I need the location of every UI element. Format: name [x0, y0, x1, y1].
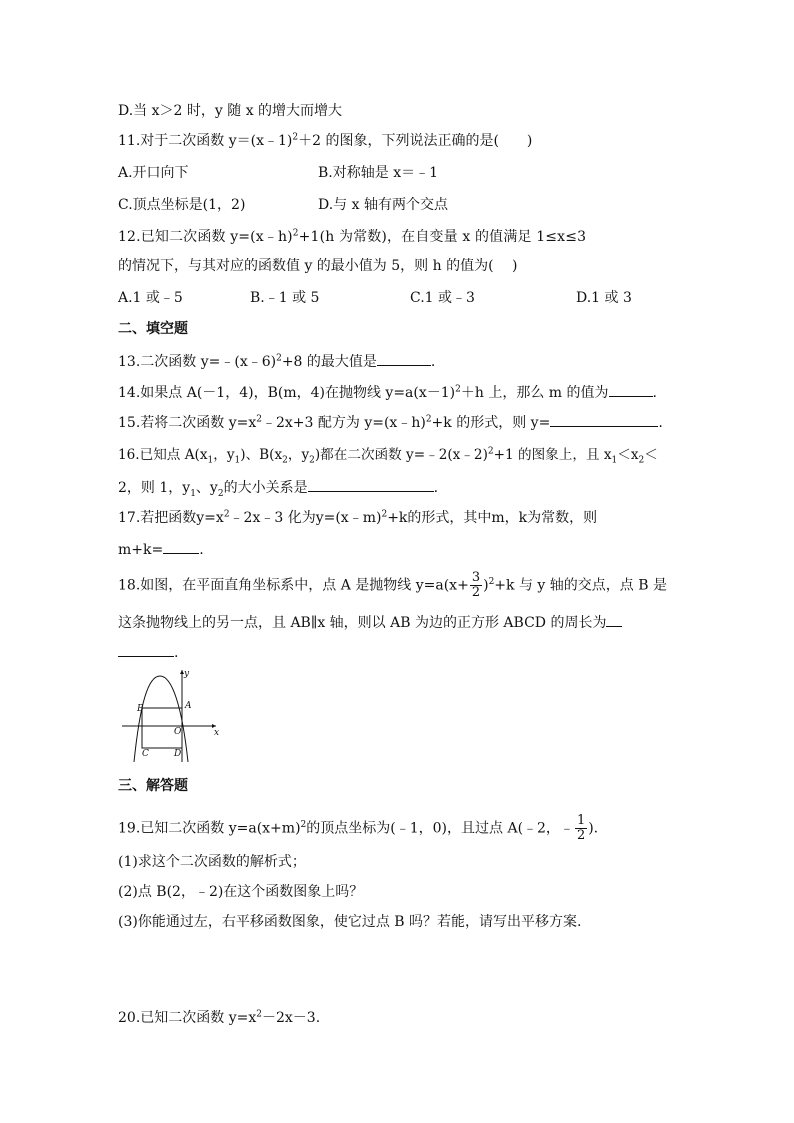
- q12-option-a: A.1 或﹣5: [118, 290, 183, 306]
- q12-stem-line1: 12.已知二次函数 y=(x﹣h)$^2$+1(h 为常数)，在自变量 x 的值满足 1≤x≤3: [118, 228, 587, 245]
- q11-option-c: C.顶点坐标是(1，2): [118, 197, 246, 213]
- q19-part3: (3)你能通过左，右平移函数图象，使它过点 B 吗？若能，请写出平移方案.: [118, 914, 582, 930]
- figure-label-b: B: [137, 704, 144, 714]
- figure-label-c: C: [142, 749, 149, 759]
- q15: 15.若将二次函数 $y=x^2﹣2x+3$ 配方为 y=(x﹣h)$^2$+k 的形式，则 y= .: [118, 412, 663, 433]
- q13: 13.二次函数 y=﹣(x﹣6)$^2$+8 的最大值是 .: [118, 351, 435, 372]
- q19-stem: 19.已知二次函数 $y=a(x+m)^2$的顶点坐标为(﹣1，0)，且过点 A(﹣2，﹣ $\frac{1}{2}$ ).: [118, 813, 599, 843]
- figure-label-o: O: [174, 727, 182, 737]
- q15-answer-blank[interactable]: [550, 412, 658, 427]
- q12-option-c: C.1 或﹣3: [410, 290, 475, 306]
- section-fill-in-heading: 二、填空题: [118, 321, 188, 337]
- q11-option-a: A.开口向下: [118, 165, 189, 181]
- q12-options: [118, 288, 632, 308]
- q20-stem: 20.已知二次函数 $y=x^2-2x-3$.: [118, 1009, 321, 1026]
- q16-line2: 2，则 1，$y_1$、$y_2$的大小关系是 .: [118, 477, 438, 498]
- q14: 14.如果点 A(－1，4)，B(m，4)在抛物线 $y=a(x-1)^2+h$ 上，那么 m 的值为 .: [118, 382, 657, 403]
- q16-line1: 16.已知点 $A(x_1$，$y_1$)、$B(x_2$，$y_2$)都在二次函数 y=﹣2(x﹣2)$^2$+1 的图象上，且 $x_1<x_2<$: [118, 446, 658, 466]
- q12-option-b: B.﹣1 或 5: [250, 290, 320, 306]
- q12-option-d: D.1 或 3: [576, 290, 632, 306]
- q11-options-row1: [118, 163, 438, 183]
- q11-option-b: B.对称轴是 x＝﹣1: [318, 165, 438, 181]
- q18-answer-blank-part2[interactable]: [118, 642, 174, 657]
- q18-line3: .: [118, 642, 178, 663]
- q19-part2: (2)点 B(2，﹣2)在这个函数图象上吗？: [118, 884, 364, 900]
- q17-line1: 17.若把函数$y=x^2﹣2x﹣3$ 化为y=(x﹣m)$^2$+k的形式，其中m，k为常数，则: [118, 509, 598, 526]
- q17-answer-blank[interactable]: [163, 539, 199, 554]
- q17-line2: m+k= .: [118, 539, 204, 560]
- figure-label-a: A: [185, 701, 192, 711]
- q13-answer-blank[interactable]: [377, 351, 431, 366]
- q18-fraction: $\frac{3}{2}$: [471, 570, 481, 600]
- q19-part1: (1)求这个二次函数的解析式；: [118, 854, 306, 870]
- q12-stem-line2: 的情况下，与其对应的函数值 y 的最小值为 5，则 h 的值为( ): [118, 258, 518, 274]
- figure-label-d: D: [174, 749, 182, 759]
- q18-answer-blank-part1[interactable]: [606, 612, 622, 627]
- q11-option-d: D.与 x 轴有两个交点: [318, 197, 448, 213]
- q10-option-d: D.当 x＞2 时，y 随 x 的增大而增大: [118, 103, 343, 119]
- figure-label-y: y: [184, 669, 190, 679]
- q18-line1: 18.如图，在平面直角坐标系中，点 A 是抛物线 y=a(x+ $\frac{3}{2}$ )$^2$+k 与 y 轴的交点，点 B 是: [118, 570, 667, 600]
- q11-stem: 11.对于二次函数 y＝(x﹣1)$^2$＋2 的图象，下列说法正确的是( ): [118, 132, 533, 149]
- q19-fraction: $\frac{1}{2}$: [576, 813, 586, 843]
- q14-answer-blank[interactable]: [609, 382, 653, 397]
- q18-figure: [118, 664, 222, 764]
- section-answer-heading: 三、解答题: [118, 778, 188, 794]
- q11-options-row2: [118, 195, 448, 215]
- figure-label-x: x: [214, 728, 220, 738]
- q16-answer-blank[interactable]: [308, 477, 434, 492]
- q18-line2: 这条抛物线上的另一点，且 AB∥x 轴，则以 AB 为边的正方形 ABCD 的周长为: [118, 612, 622, 633]
